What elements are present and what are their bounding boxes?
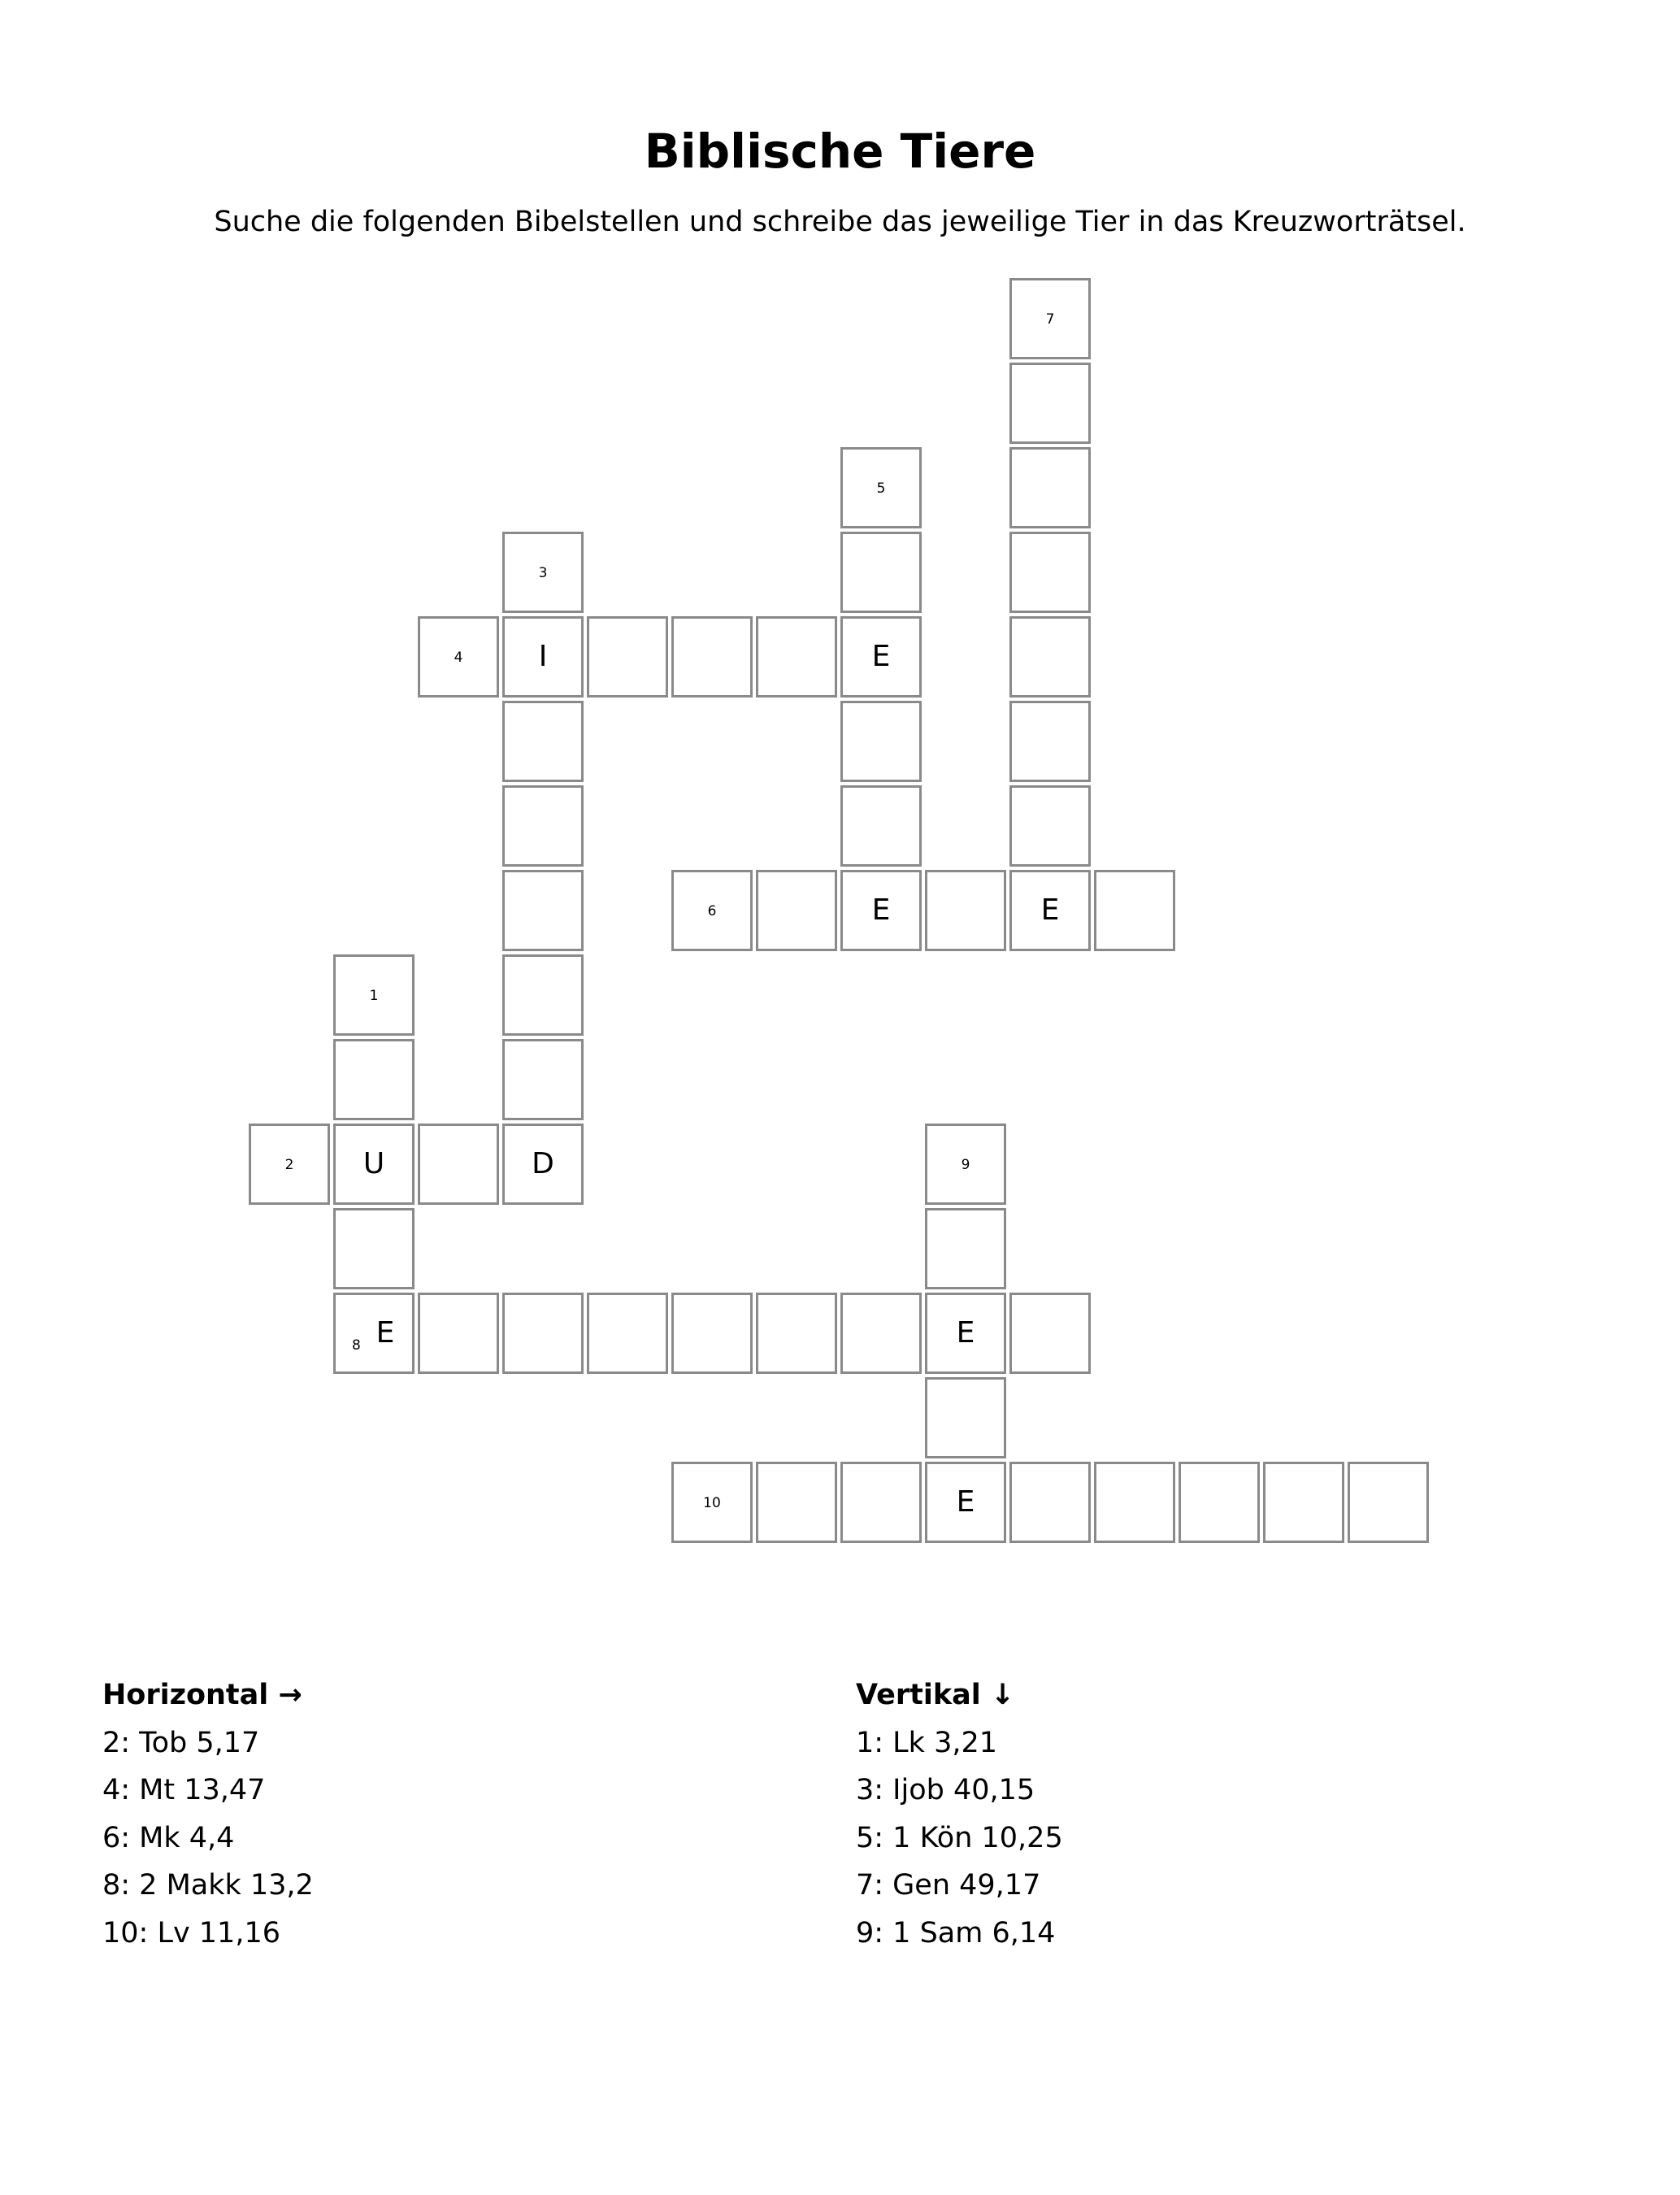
crossword-cell[interactable] (587, 616, 668, 698)
crossword-cell[interactable] (1009, 785, 1091, 867)
clues-vertical-heading: Vertikal ↓ (856, 1679, 1015, 1711)
crossword-cell[interactable] (1009, 1293, 1091, 1374)
clue-item: 8: 2 Makk 13,2 (102, 1869, 314, 1902)
clue-item: 7: Gen 49,17 (856, 1869, 1041, 1902)
crossword-cell[interactable] (1009, 278, 1091, 359)
crossword-cell[interactable] (502, 532, 584, 613)
cell-number: 6 (707, 903, 717, 919)
cell-letter: E (871, 893, 891, 927)
crossword-cell[interactable] (502, 1124, 584, 1205)
crossword-cell[interactable] (502, 870, 584, 951)
crossword-cell[interactable] (333, 954, 415, 1036)
crossword-cell[interactable] (418, 1293, 499, 1374)
crossword-cell[interactable] (333, 1208, 415, 1289)
crossword-cell[interactable] (925, 1293, 1006, 1374)
crossword-cell[interactable] (1009, 701, 1091, 782)
cell-number: 2 (284, 1157, 294, 1173)
cell-number: 7 (1045, 311, 1055, 328)
crossword-cell[interactable] (840, 616, 922, 698)
crossword-cell[interactable] (840, 1293, 922, 1374)
cell-letter: U (362, 1147, 385, 1180)
cell-letter: E (956, 1485, 975, 1519)
page-title: Biblische Tiere (644, 124, 1036, 179)
crossword-cell[interactable] (671, 1293, 753, 1374)
crossword-cell[interactable] (249, 1124, 330, 1205)
crossword-cell[interactable] (840, 785, 922, 867)
clue-item: 2: Tob 5,17 (102, 1726, 260, 1759)
crossword-cell[interactable] (840, 532, 922, 613)
cell-letter: I (538, 640, 548, 673)
clues-horizontal-heading: Horizontal → (102, 1679, 302, 1711)
crossword-cell[interactable] (925, 1208, 1006, 1289)
crossword-cell[interactable] (756, 616, 837, 698)
clue-item: 5: 1 Kön 10,25 (856, 1821, 1063, 1854)
crossword-grid (249, 278, 1434, 1548)
crossword-cell[interactable] (671, 616, 753, 698)
cell-number: 3 (538, 565, 548, 581)
crossword-cell[interactable] (502, 1293, 584, 1374)
crossword-cell[interactable] (756, 1293, 837, 1374)
clues-vertical (856, 1671, 1063, 1957)
crossword-cell[interactable] (1094, 870, 1175, 951)
crossword-cell[interactable] (840, 701, 922, 782)
clue-item: 10: Lv 11,16 (102, 1916, 280, 1949)
clue-item: 1: Lk 3,21 (856, 1726, 998, 1759)
crossword-cell[interactable] (671, 1462, 753, 1543)
crossword-cell[interactable] (756, 870, 837, 951)
crossword-cell[interactable] (925, 1462, 1006, 1543)
crossword-cell[interactable] (418, 616, 499, 698)
crossword-cell[interactable] (333, 1124, 415, 1205)
cell-letter: E (1040, 893, 1060, 927)
cell-number: 8 (352, 1337, 361, 1354)
crossword-cell[interactable] (925, 1377, 1006, 1458)
crossword-cell[interactable] (840, 870, 922, 951)
cell-number: 10 (703, 1495, 721, 1511)
crossword-cell[interactable] (840, 1462, 922, 1543)
crossword-cell[interactable] (1009, 363, 1091, 444)
crossword-cell[interactable] (925, 870, 1006, 951)
cell-number: 5 (876, 480, 886, 497)
cell-number: 9 (961, 1157, 970, 1173)
crossword-cell[interactable] (502, 785, 584, 867)
crossword-cell[interactable] (1009, 532, 1091, 613)
crossword-cell[interactable] (1009, 447, 1091, 528)
crossword-cell[interactable] (1263, 1462, 1344, 1543)
cell-letter: E (956, 1316, 975, 1350)
cell-letter: E (376, 1316, 395, 1350)
clues-horizontal (102, 1671, 314, 1957)
crossword-cell[interactable] (502, 954, 584, 1036)
crossword-cell[interactable] (925, 1124, 1006, 1205)
crossword-cell[interactable] (502, 616, 584, 698)
crossword-cell[interactable] (333, 1039, 415, 1120)
crossword-cell[interactable] (587, 1293, 668, 1374)
crossword-cell[interactable] (756, 1462, 837, 1543)
clue-item: 9: 1 Sam 6,14 (856, 1916, 1056, 1949)
cell-number: 4 (454, 650, 463, 666)
cell-letter: E (871, 640, 891, 673)
clue-item: 3: Ijob 40,15 (856, 1774, 1035, 1806)
instructions: Suche die folgenden Bibelstellen und schreibe das jeweilige Tier in das Kreuzworträtsel. (214, 206, 1466, 238)
crossword-cell[interactable] (502, 701, 584, 782)
crossword-cell[interactable] (1009, 870, 1091, 951)
crossword-cell[interactable] (1094, 1462, 1175, 1543)
cell-number: 1 (369, 988, 379, 1004)
crossword-cell[interactable] (840, 447, 922, 528)
crossword-cell[interactable] (1009, 616, 1091, 698)
clue-item: 6: Mk 4,4 (102, 1821, 235, 1854)
cell-letter: D (532, 1147, 554, 1180)
crossword-cell[interactable] (333, 1293, 415, 1374)
crossword-cell[interactable] (1348, 1462, 1429, 1543)
crossword-cell[interactable] (671, 870, 753, 951)
crossword-cell[interactable] (502, 1039, 584, 1120)
crossword-cell[interactable] (1179, 1462, 1260, 1543)
crossword-cell[interactable] (418, 1124, 499, 1205)
clue-item: 4: Mt 13,47 (102, 1774, 266, 1806)
crossword-cell[interactable] (1009, 1462, 1091, 1543)
